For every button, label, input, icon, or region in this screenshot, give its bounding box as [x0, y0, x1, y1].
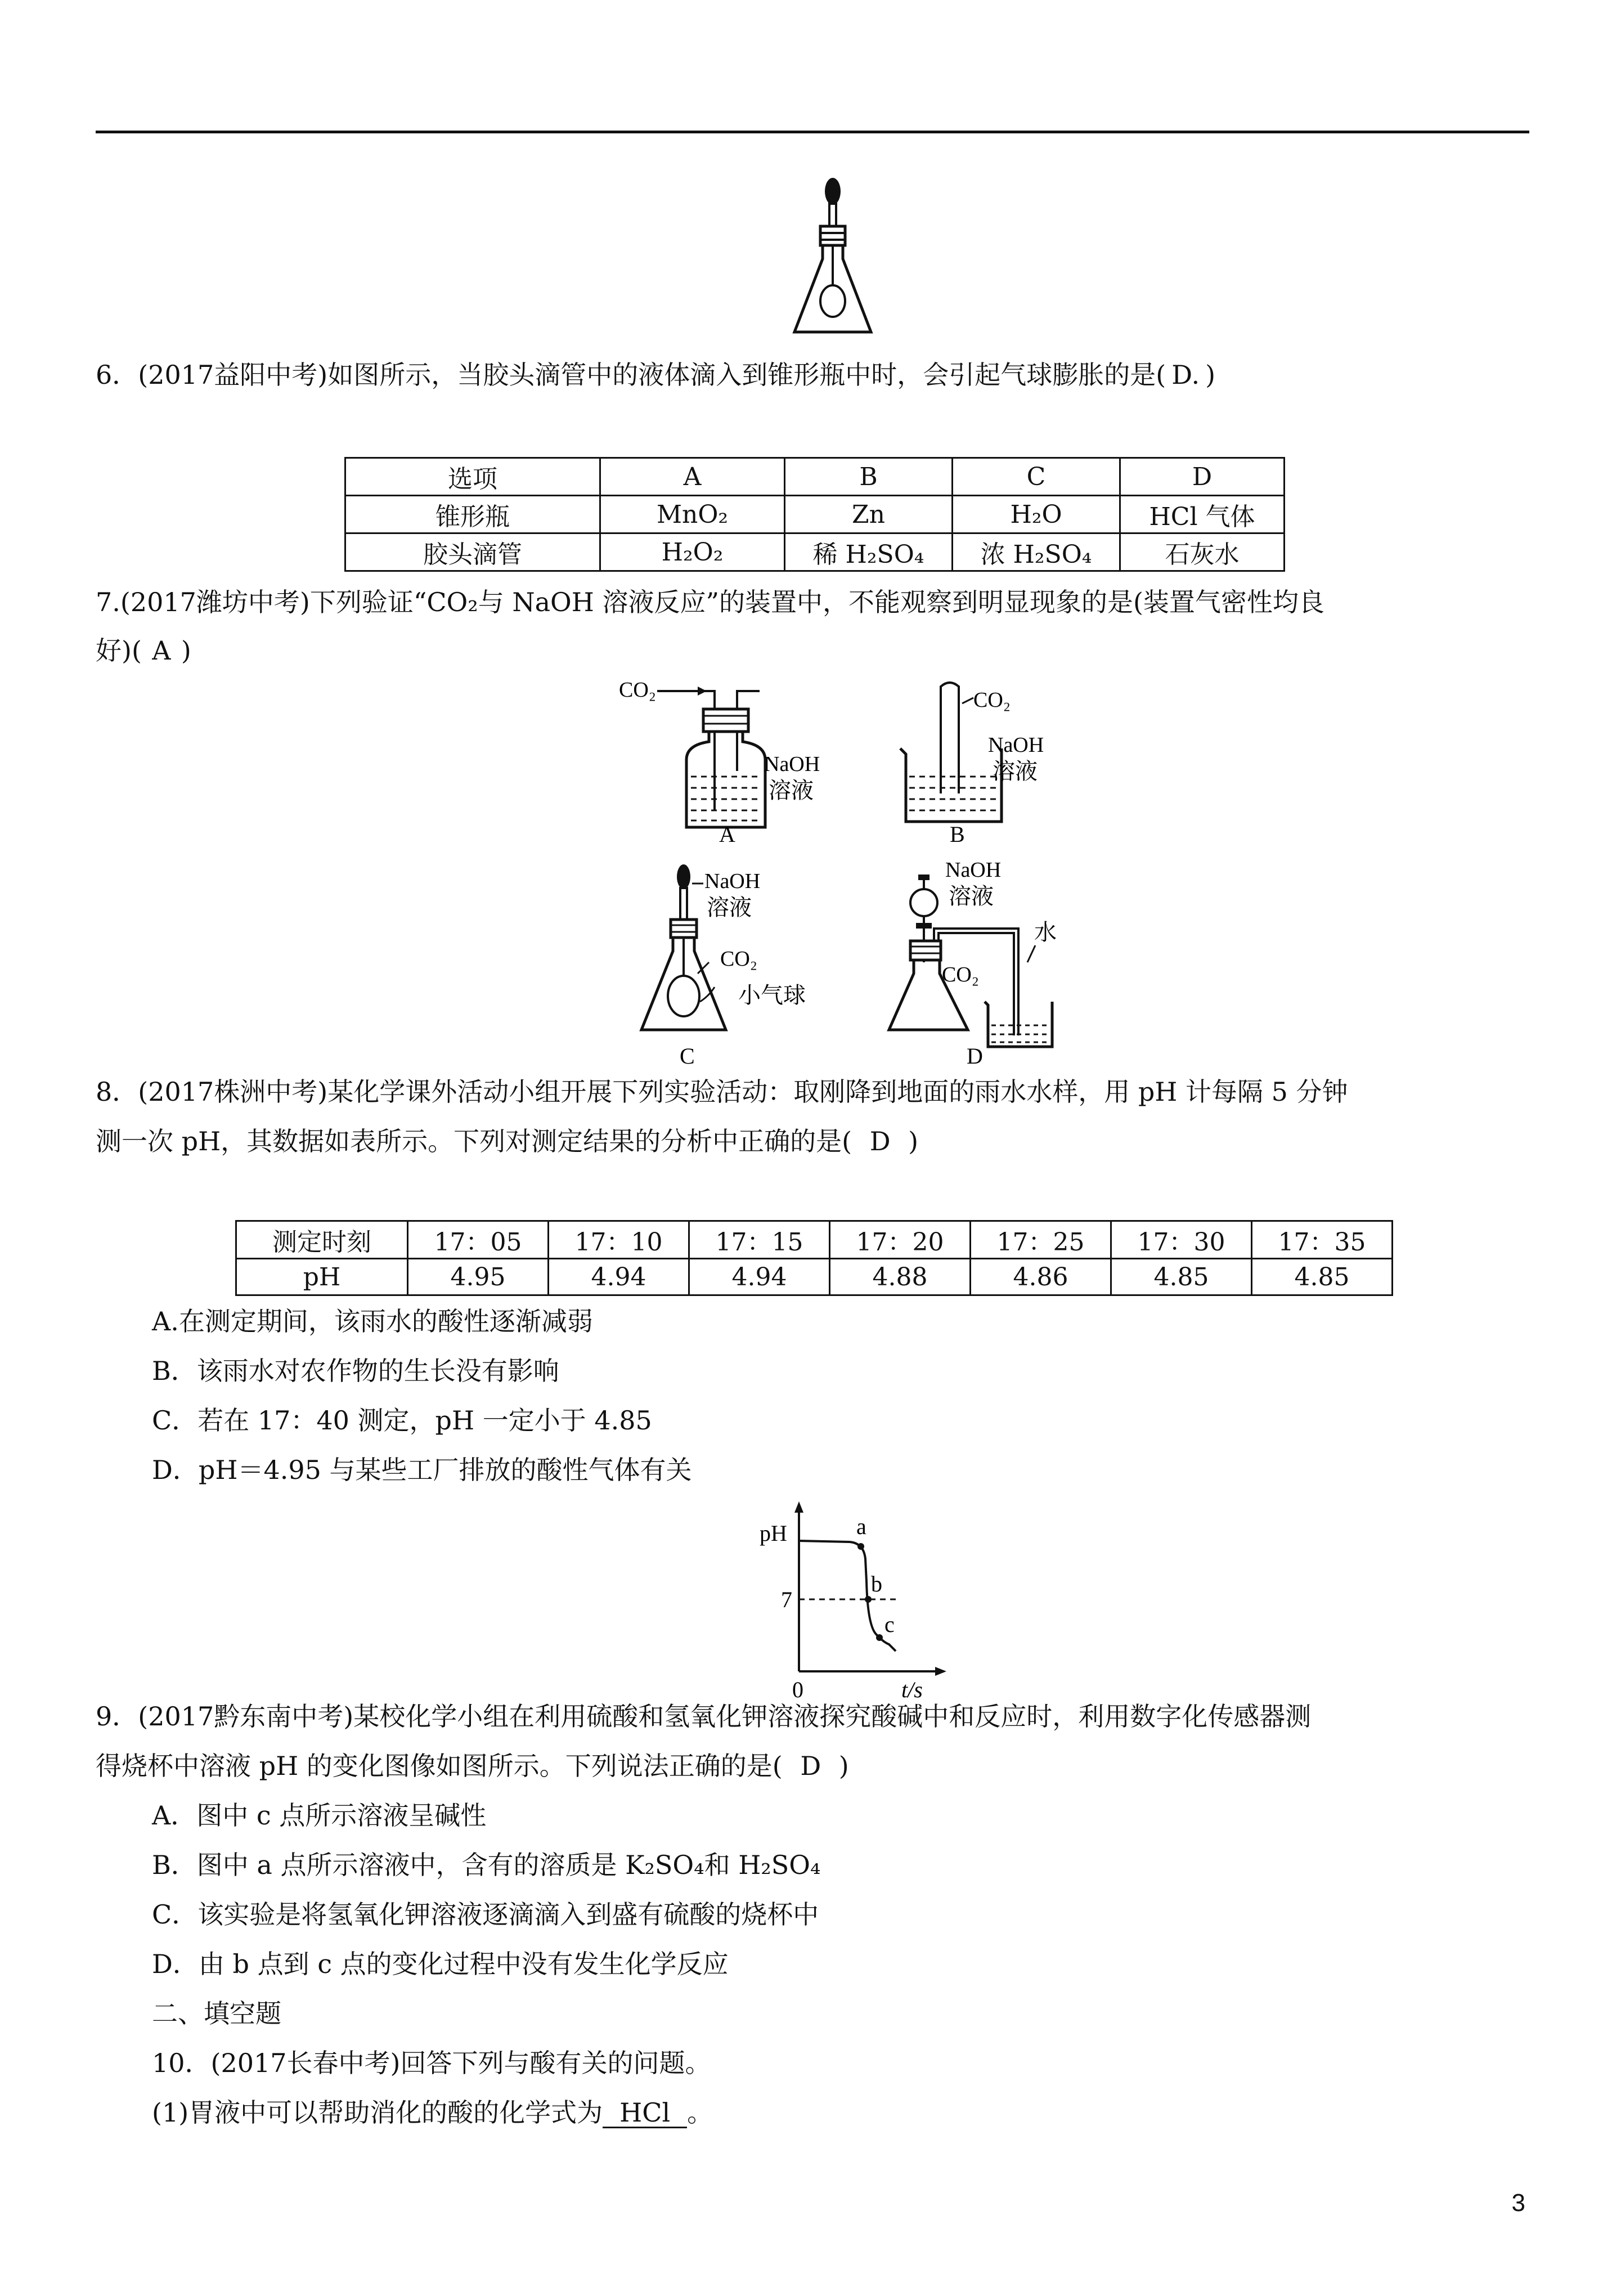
figure-label: 小气球 — [738, 983, 806, 1008]
table-row — [345, 533, 1285, 571]
table-row — [345, 458, 1285, 496]
table-cell: 17：05 — [408, 1221, 549, 1259]
q6-answer: D. — [1171, 360, 1200, 390]
table-cell: 4.85 — [1252, 1259, 1393, 1295]
table-cell: 4.86 — [971, 1259, 1111, 1295]
table-cell: 17：35 — [1252, 1221, 1393, 1259]
q7-close: ) — [181, 635, 191, 666]
q10-line2 — [152, 2096, 713, 2129]
q9-close: ) — [838, 1751, 849, 1781]
figure-label: 水 — [1034, 920, 1057, 945]
q9-line1: 9．(2017黔东南中考)某校化学小组在利用硫酸和氢氧化钾溶液探究酸碱中和反应时，利用数字化传感器测 — [96, 1701, 1312, 1732]
table-cell: HCl 气体 — [1120, 496, 1285, 533]
q7-answer: A — [152, 635, 171, 666]
table-cell: B — [785, 458, 953, 496]
table-cell: 17：25 — [971, 1221, 1111, 1259]
table-cell: 17：15 — [689, 1221, 830, 1259]
figure-label: CO₂ — [720, 947, 758, 971]
q8-option-c: C．若在 17：40 测定，pH 一定小于 4.85 — [152, 1405, 652, 1436]
table-cell: 17：20 — [830, 1221, 971, 1259]
q6-flask-figure — [788, 174, 878, 338]
q8-option-a: A.在测定期间，该雨水的酸性逐渐减弱 — [152, 1306, 593, 1337]
q10-line1: 10．(2017长春中考)回答下列与酸有关的问题。 — [152, 2048, 711, 2078]
q9-option-c: C．该实验是将氢氧化钾溶液逐滴滴入到盛有硫酸的烧杯中 — [152, 1899, 819, 1930]
graph-label: a — [856, 1514, 866, 1539]
figure-label: 溶液 — [993, 759, 1038, 784]
q8-answer: D — [869, 1126, 891, 1156]
table-cell: 锥形瓶 — [345, 496, 600, 533]
q7-prefix: 好)( — [96, 635, 142, 666]
q7-figure-c — [630, 861, 844, 1069]
q7-line1: 7.(2017潍坊中考)下列验证“CO₂与 NaOH 溶液反应”的装置中，不能观察到明显现象的是(装置气密性均良 — [96, 587, 1324, 617]
q10-suffix: 。 — [687, 2097, 713, 2128]
table-cell: 4.95 — [408, 1259, 549, 1295]
q9-option-a: A．图中 c 点所示溶液呈碱性 — [152, 1800, 487, 1831]
q8-option-b: B．该雨水对农作物的生长没有影响 — [152, 1356, 559, 1386]
table-cell: D — [1120, 458, 1285, 496]
figure-label: CO₂ — [942, 963, 980, 986]
table-cell: pH — [236, 1259, 408, 1295]
table-row — [236, 1259, 1393, 1295]
q10-prefix: (1)胃液中可以帮助消化的酸的化学式为 — [152, 2097, 603, 2128]
figure-label: 溶液 — [949, 884, 994, 909]
graph-label: 0 — [792, 1677, 803, 1699]
table-cell: 石灰水 — [1120, 533, 1285, 571]
figure-label: CO₂ — [973, 688, 1011, 712]
figure-tag: B — [950, 822, 965, 844]
q10-answer-blank: HCl — [603, 2098, 687, 2128]
table-cell: A — [600, 458, 785, 496]
q9-answer: D — [800, 1751, 821, 1781]
q7-figure-b — [889, 675, 1103, 844]
table-cell: H₂O₂ — [600, 533, 785, 571]
table-cell: C — [953, 458, 1120, 496]
table-cell: 17：30 — [1111, 1221, 1252, 1259]
table-cell: 选项 — [345, 458, 600, 496]
table-cell: 稀 H₂SO₄ — [785, 533, 953, 571]
q7-figure-a — [613, 675, 838, 844]
table-cell: 胶头滴管 — [345, 533, 600, 571]
q9-ph-graph — [748, 1497, 962, 1699]
table-cell: 4.85 — [1111, 1259, 1252, 1295]
q8-option-d: D．pH＝4.95 与某些工厂排放的酸性气体有关 — [152, 1455, 692, 1485]
graph-label: pH — [760, 1521, 787, 1546]
q8-line2 — [96, 1124, 918, 1158]
q7-line2 — [96, 634, 191, 667]
graph-label: b — [871, 1571, 882, 1597]
q9-option-d: D．由 b 点到 c 点的变化过程中没有发生化学反应 — [152, 1949, 729, 1979]
page-number: 3 — [1511, 2189, 1525, 2217]
q8-close: ) — [908, 1126, 919, 1156]
table-cell: MnO₂ — [600, 496, 785, 533]
q6-question — [96, 358, 1215, 392]
table-cell: Zn — [785, 496, 953, 533]
q6-table — [344, 457, 1285, 572]
figure-tag: D — [967, 1043, 983, 1069]
q6-close: ) — [1205, 360, 1216, 390]
figure-tag: A — [719, 822, 735, 844]
figure-label: NaOH — [988, 733, 1044, 757]
graph-label: c — [884, 1612, 895, 1637]
header-rule — [96, 131, 1529, 133]
table-cell: 17：10 — [549, 1221, 689, 1259]
figure-tag: C — [680, 1043, 695, 1069]
q8-text: 测一次 pH，其数据如表所示。下列对测定结果的分析中正确的是( — [96, 1126, 852, 1156]
figure-label: 溶液 — [769, 778, 814, 803]
table-cell: 浓 H₂SO₄ — [953, 533, 1120, 571]
q9-line2 — [96, 1749, 849, 1783]
graph-label: 7 — [781, 1587, 792, 1612]
q8-table — [235, 1220, 1393, 1296]
table-cell: 4.88 — [830, 1259, 971, 1295]
figure-label: 溶液 — [707, 895, 752, 920]
figure-label: NaOH — [764, 752, 820, 776]
figure-label: NaOH — [945, 858, 1002, 882]
table-cell: 4.94 — [549, 1259, 689, 1295]
table-row — [345, 496, 1285, 533]
table-cell: 测定时刻 — [236, 1221, 408, 1259]
graph-label: t/s — [901, 1677, 923, 1699]
figure-label: NaOH — [704, 869, 761, 893]
q7-figure-d — [883, 855, 1131, 1069]
q6-text: 6．(2017益阳中考)如图所示，当胶头滴管中的液体滴入到锥形瓶中时，会引起气球膨胀的是( — [96, 360, 1166, 390]
q9-option-b: B．图中 a 点所示溶液中，含有的溶质是 K₂SO₄和 H₂SO₄ — [152, 1850, 821, 1880]
q8-line1: 8．(2017株洲中考)某化学课外活动小组开展下列实验活动：取刚降到地面的雨水水样，用 pH 计每隔 5 分钟 — [96, 1077, 1348, 1107]
figure-label: CO₂ — [619, 678, 657, 702]
table-cell: H₂O — [953, 496, 1120, 533]
table-cell: 4.94 — [689, 1259, 830, 1295]
section-heading: 二、填空题 — [152, 1998, 281, 2029]
table-row — [236, 1221, 1393, 1259]
q9-text: 得烧杯中溶液 pH 的变化图像如图所示。下列说法正确的是( — [96, 1751, 783, 1781]
